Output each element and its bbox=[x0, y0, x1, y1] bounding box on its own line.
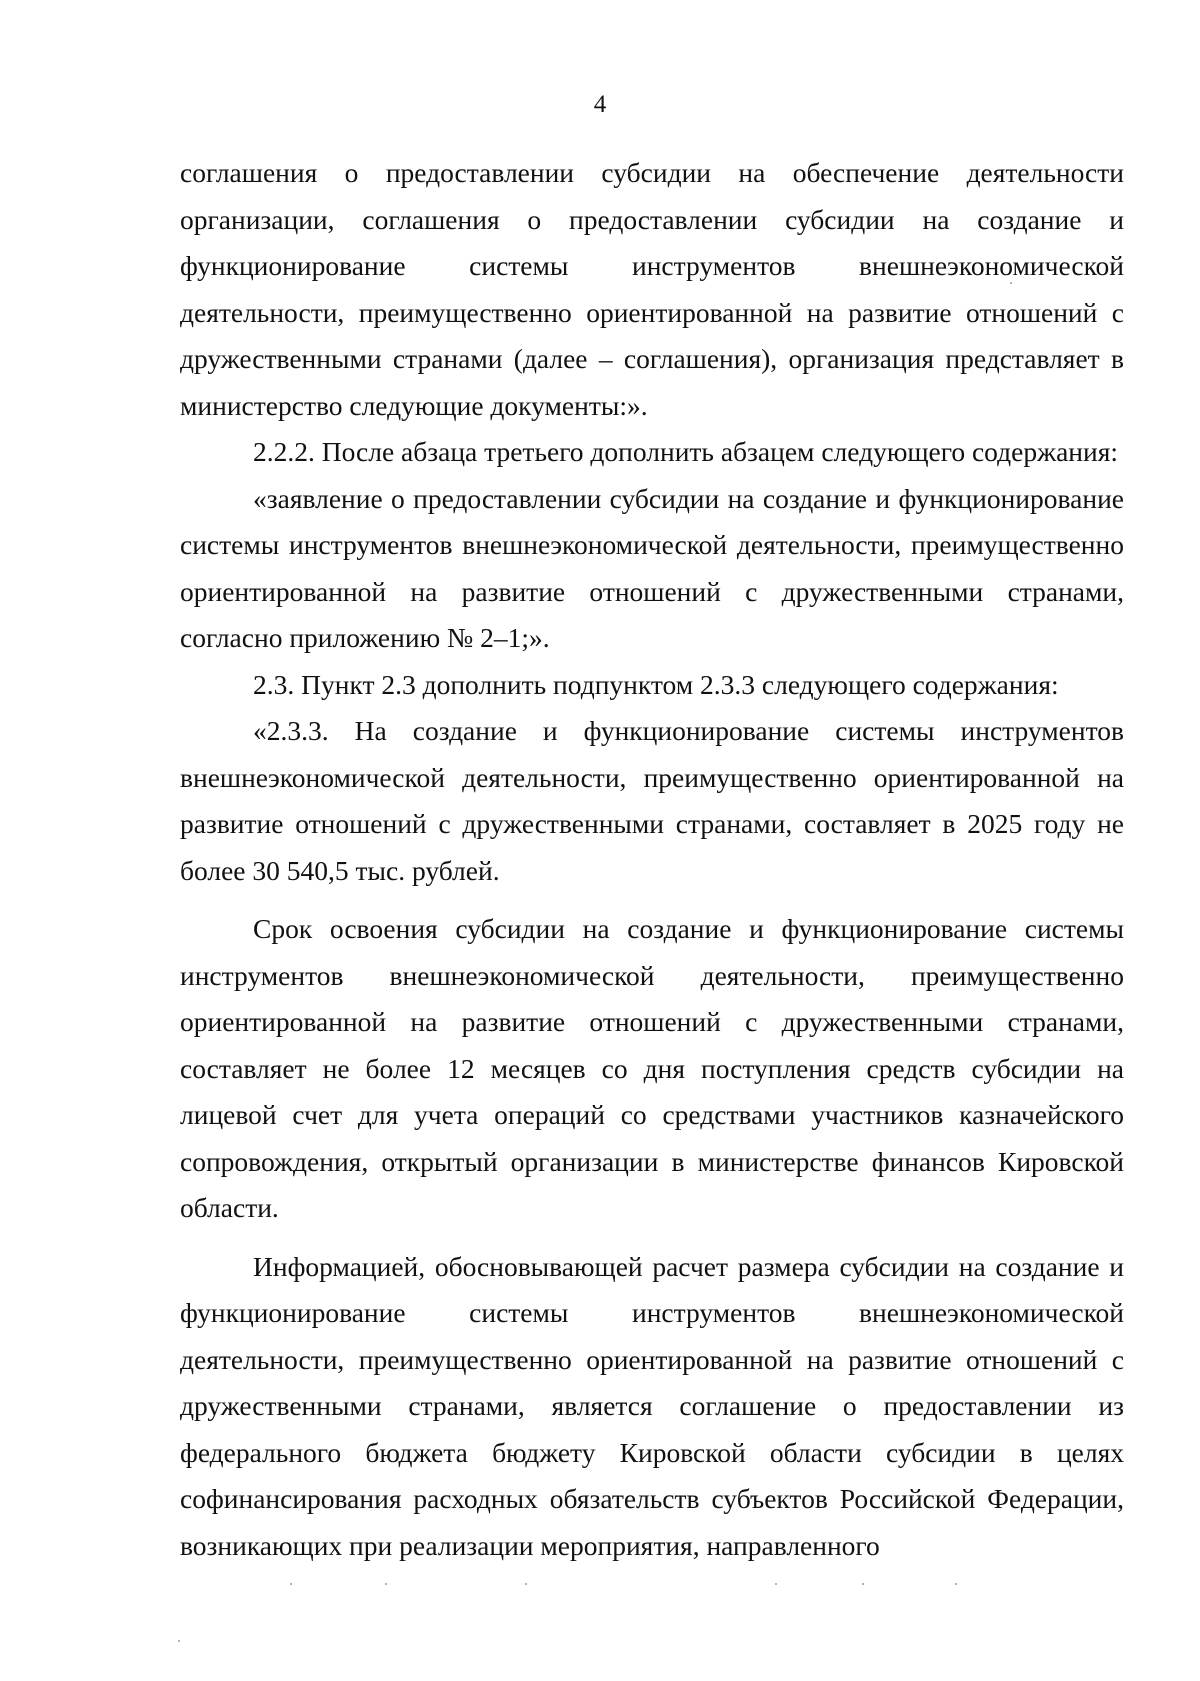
scan-speck bbox=[862, 1583, 864, 1585]
paragraph-continuation: соглашения о предоставлении субсидии на обеспечение деятельности организации, соглашения о предоставлении субсидии на создание и функционирование системы инструментов внешнеэкономической деятельности, преимущественно ориентированной на развитие отношений с дружественными странами (далее – соглашения), организация представляет в министерство следующие документы:». bbox=[180, 157, 1124, 421]
scan-speck bbox=[385, 1583, 387, 1585]
document-body bbox=[180, 150, 1124, 1569]
scan-speck bbox=[1010, 282, 1012, 284]
scan-speck bbox=[290, 1583, 292, 1585]
scan-speck bbox=[525, 1583, 527, 1585]
paragraph-application-statement: «заявление о предоставлении субсидии на создание и функционирование системы инструментов внешнеэкономической деятельности, преимущественно ориентированной на развитие отношений с дружественными странами, согласно приложению № 2–1;». bbox=[180, 482, 1124, 653]
page-number: 4 bbox=[593, 91, 607, 118]
paragraph-clause-2-3: 2.3. Пункт 2.3 дополнить подпунктом 2.3.3 следующего содержания: bbox=[253, 668, 1059, 700]
paragraph-subsidy-term: Срок освоения субсидии на создание и функционирование системы инструментов внешнеэкономической деятельности, преимущественно ориентированной на развитие отношений с дружественными странами, составляет не более 12 месяцев со дня поступления средств субсидии на лицевой счет для учета операций со средствами участников казначейского сопровождения, открытый организации в министерстве финансов Кировской области. bbox=[180, 913, 1124, 1223]
paragraph-clause-2-3-3: «2.3.3. На создание и функционирование системы инструментов внешнеэкономической деятельности, преимущественно ориентированной на развитие отношений с дружественными странами, составляет в 2025 году не более 30 540,5 тыс. рублей. bbox=[180, 715, 1124, 886]
scan-speck bbox=[178, 1640, 180, 1642]
scan-speck bbox=[955, 1583, 957, 1585]
scan-speck bbox=[775, 1583, 777, 1585]
paragraph-clause-2-2-2: 2.2.2. После абзаца третьего дополнить абзацем следующего содержания: bbox=[253, 436, 1119, 467]
paragraph-subsidy-justification: Информацией, обосновывающей расчет размера субсидии на создание и функционирование системы инструментов внешнеэкономической деятельности, преимущественно ориентированной на развитие отношений с дружественными странами, является соглашение о предоставлении из федерального бюджета бюджету Кировской области субсидии в целях софинансирования расходных обязательств субъектов Российской Федерации, возникающих при реализации мероприятия, направленного bbox=[180, 1250, 1124, 1561]
